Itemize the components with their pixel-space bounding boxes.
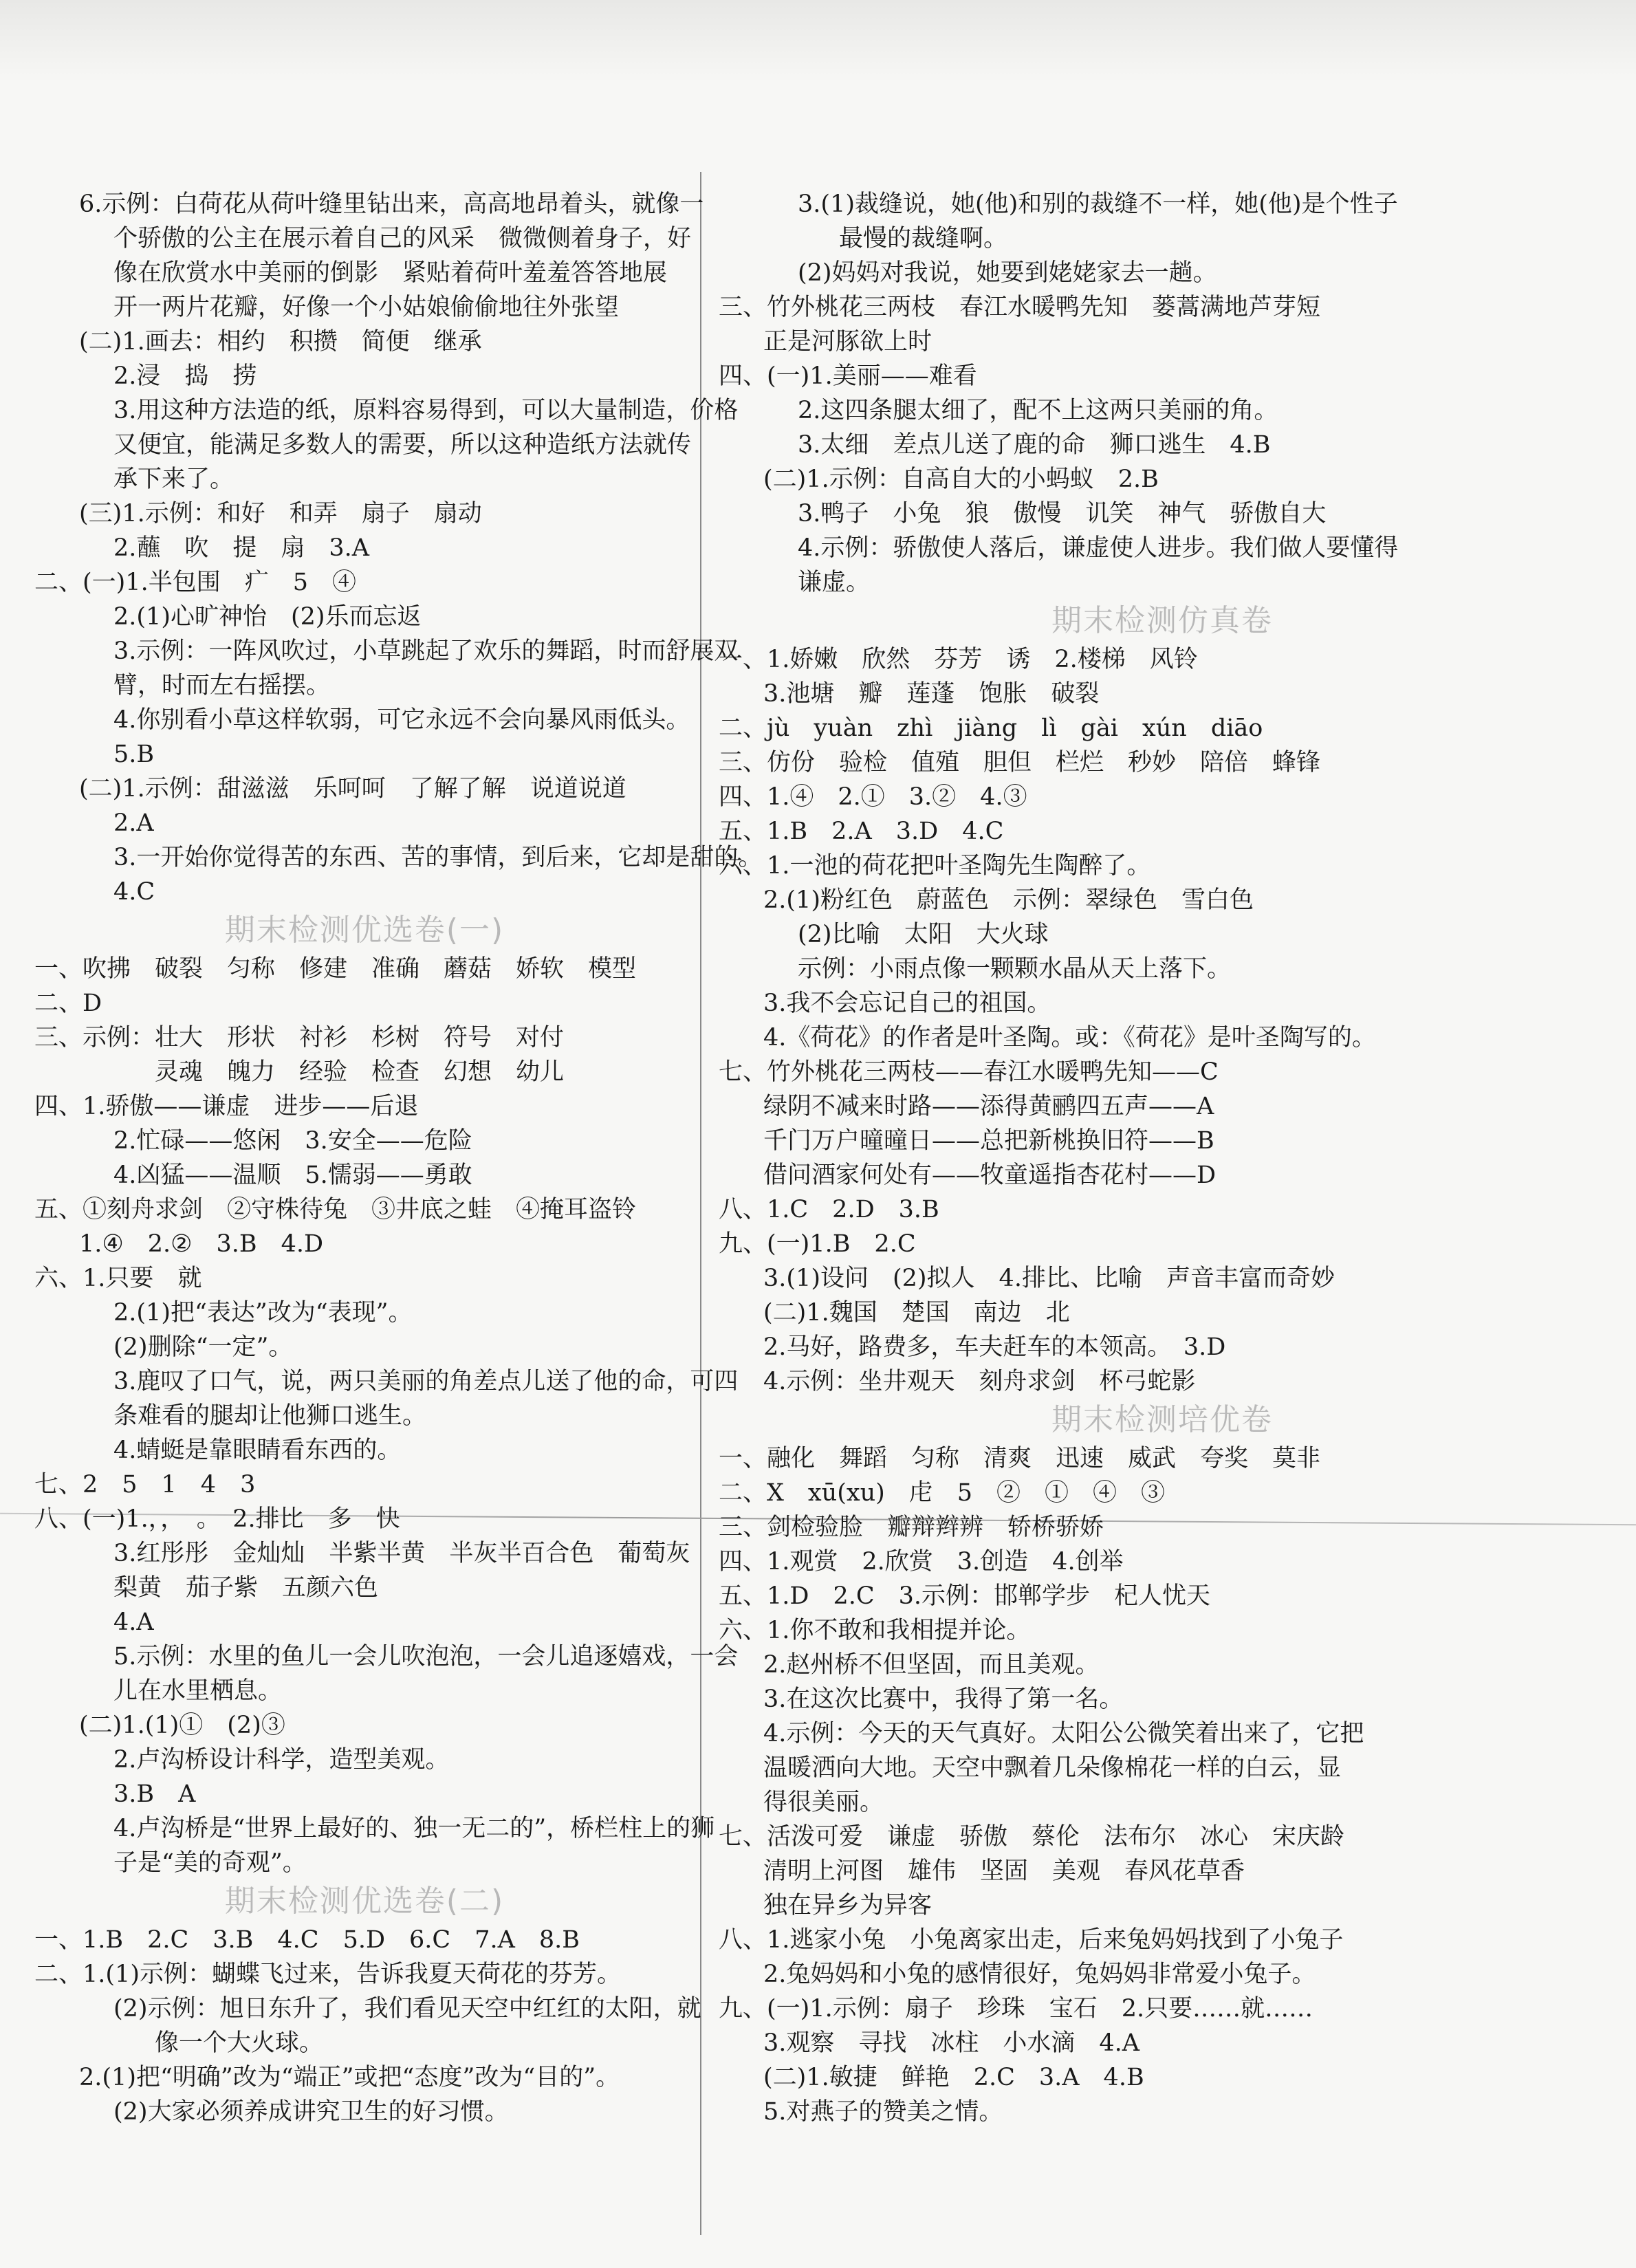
answer-line: 子是“美的奇观”。 [113, 1849, 307, 1877]
answer-line: 5.对燕子的赞美之情。 [763, 2098, 1003, 2126]
answer-line: 一、1.B 2.C 3.B 4.C 5.D 6.C 7.A 8.B [34, 1926, 580, 1954]
answer-line: 2.这四条腿太细了，配不上这两只美丽的角。 [798, 397, 1278, 424]
answer-line: 得很美丽。 [763, 1789, 884, 1816]
answer-line: 独在异乡为异客 [763, 1892, 932, 1919]
answer-line: 4.凶猛——温顺 5.懦弱——勇敢 [113, 1162, 472, 1189]
answer-line: 4.A [113, 1609, 154, 1636]
answer-line: 二、D [34, 990, 102, 1017]
answer-line: 六、1.一池的荷花把叶圣陶先生陶醉了。 [719, 852, 1151, 880]
answer-line: 4.示例：今天的天气真好。太阳公公微笑着出来了，它把 [763, 1720, 1364, 1747]
answer-line: 八、1.逃家小兔 小兔离家出走，后来兔妈妈找到了小兔子 [719, 1926, 1344, 1954]
answer-line: (2)妈妈对我说，她要到姥姥家去一趟。 [798, 259, 1217, 287]
answer-line: 三、仿份 验检 值殖 胆但 栏烂 秒妙 陪倍 蜂锋 [719, 749, 1321, 776]
answer-line: 四、1.④ 2.① 3.② 4.③ [719, 783, 1027, 811]
answer-line: 个骄傲的公主在展示着自己的风采 微微侧着身子，好 [113, 225, 692, 252]
answer-line: 借问酒家何处有——牧童遥指杏花村——D [763, 1162, 1217, 1189]
answer-line: (二)1.魏国 楚国 南边 北 [763, 1299, 1070, 1327]
answer-line: 八、1.C 2.D 3.B [719, 1196, 939, 1223]
answer-line: 九、(一)1.B 2.C [719, 1230, 916, 1258]
answer-line: 千门万户曈曈日——总把新桃换旧符——B [763, 1127, 1214, 1155]
answer-line: 七、活泼可爱 谦虚 骄傲 蔡伦 法布尔 冰心 宋庆龄 [719, 1823, 1345, 1851]
answer-line: 2.忙碌——悠闲 3.安全——危险 [113, 1127, 472, 1155]
answer-line: 3.池塘 瓣 莲蓬 饱胀 破裂 [763, 680, 1100, 708]
answer-line: 二、X xū(xu) 虍 5 ② ① ④ ③ [719, 1479, 1166, 1507]
answer-line: (二)1.示例：自高自大的小蚂蚁 2.B [763, 466, 1159, 493]
answer-line: (2)示例：旭日东升了，我们看见天空中红红的太阳，就 [113, 1995, 701, 2022]
left-column [34, 187, 763, 2129]
answer-line: 4.蜻蜓是靠眼睛看东西的。 [113, 1437, 402, 1464]
answer-line: 2.A [113, 809, 154, 837]
answer-line: 3.太细 差点儿送了鹿的命 狮口逃生 4.B [798, 431, 1271, 459]
answer-line: 三、示例：壮大 形状 衬衫 杉树 符号 对付 [34, 1024, 565, 1051]
answer-line: 承下来了。 [113, 466, 235, 493]
answer-line: 五、1.B 2.A 3.D 4.C [719, 818, 1004, 845]
answer-line: 2.(1)把“明确”改为“端正”或把“态度”改为“目的”。 [79, 2064, 620, 2091]
answer-line: 一、吹拂 破裂 匀称 修建 准确 蘑菇 娇软 模型 [34, 955, 637, 983]
answer-line: (2)大家必须养成讲究卫生的好习惯。 [113, 2098, 509, 2126]
answer-line: 3.鸭子 小兔 狼 傲慢 讥笑 神气 骄傲自大 [798, 500, 1327, 527]
answer-line: 三、剑检验脸 瓣辩辫辨 轿桥骄娇 [719, 1514, 1104, 1541]
answer-line: 清明上河图 雄伟 坚固 美观 春风花草香 [763, 1857, 1245, 1885]
answer-line: 绿阴不减来时路——添得黄鹂四五声——A [763, 1093, 1214, 1120]
answer-line: 臂，时而左右摇摆。 [113, 672, 331, 699]
answer-line: 4.示例：坐井观天 刻舟求剑 杯弓蛇影 [763, 1368, 1196, 1395]
answer-line: (二)1.(1)① (2)③ [79, 1712, 285, 1739]
answer-line: 七、竹外桃花三两枝——春江水暖鸭先知——C [719, 1058, 1219, 1086]
answer-line: 开一两片花瓣，好像一个小姑娘偷偷地往外张望 [113, 294, 620, 321]
answer-line: (二)1.敏捷 鲜艳 2.C 3.A 4.B [763, 2064, 1144, 2091]
section-title: 期末检测优选卷(二) [224, 1884, 505, 1919]
answer-line: 2.(1)粉红色 蔚蓝色 示例：翠绿色 雪白色 [763, 886, 1254, 914]
answer-line: 3.鹿叹了口气，说，两只美丽的角差点儿送了他的命，可四 [113, 1368, 739, 1395]
answer-line: 2.(1)心旷神怡 (2)乐而忘返 [113, 603, 422, 631]
answer-line: 像在欣赏水中美丽的倒影 紧贴着荷叶羞羞答答地展 [113, 259, 668, 287]
answer-line: 九、(一)1.示例：扇子 珍珠 宝石 2.只要……就…… [719, 1995, 1313, 2022]
answer-line: 二、(一)1.半包围 疒 5 ④ [34, 569, 356, 596]
answer-line: 4.《荷花》的作者是叶圣陶。或：《荷花》是叶圣陶写的。 [763, 1024, 1376, 1051]
answer-line: 2.蘸 吹 提 扇 3.A [113, 534, 370, 562]
answer-line: 六、1.你不敢和我相提并论。 [719, 1617, 1031, 1644]
answer-line: 四、1.骄傲——谦虚 进步——后退 [34, 1093, 419, 1120]
scan-shadow [0, 0, 1636, 83]
answer-line: 梨黄 茄子紫 五颜六色 [113, 1574, 379, 1602]
answer-line: 2.(1)把“表达”改为“表现”。 [113, 1299, 413, 1327]
answer-line: 五、①刻舟求剑 ②守株待兔 ③井底之蛙 ④掩耳盗铃 [34, 1196, 637, 1223]
answer-line: 正是河豚欲上时 [763, 328, 932, 356]
answer-line: 示例：小雨点像一颗颗水晶从天上落下。 [798, 955, 1232, 983]
answer-line: 七、2 5 1 4 3 [34, 1471, 256, 1498]
answer-line: 二、1.(1)示例：蝴蝶飞过来，告诉我夏天荷花的芬芳。 [34, 1961, 621, 1988]
answer-line: 3.B A [113, 1780, 196, 1808]
section-title: 期末检测培优卷 [1051, 1402, 1273, 1437]
answer-line: 3.(1)裁缝说，她(他)和别的裁缝不一样，她(他)是个性子 [798, 190, 1398, 218]
right-column [719, 187, 1606, 2129]
answer-line: 2.马好，路费多，车夫赶车的本领高。 3.D [763, 1333, 1226, 1361]
section-title: 期末检测优选卷(一) [224, 913, 505, 948]
answer-line: 灵魂 魄力 经验 检查 幻想 幼儿 [155, 1058, 565, 1086]
answer-line: 3.红彤彤 金灿灿 半紫半黄 半灰半百合色 葡萄灰 [113, 1540, 690, 1567]
answer-line: 谦虚。 [798, 569, 871, 596]
answer-line: 3.一开始你觉得苦的东西、苦的事情，到后来，它却是甜的。 [113, 844, 763, 871]
answer-line: (二)1.示例：甜滋滋 乐呵呵 了解了解 说道说道 [79, 775, 626, 803]
answer-line: (2)比喻 太阳 大火球 [798, 921, 1049, 948]
answer-line: 3.在这次比赛中，我得了第一名。 [763, 1686, 1124, 1713]
answer-line: 儿在水里栖息。 [113, 1677, 283, 1705]
answer-line: 3.示例：一阵风吹过，小草跳起了欢乐的舞蹈，时而舒展双 [113, 637, 739, 665]
answer-line: 4.卢沟桥是“世界上最好的、独一无二的”，桥栏柱上的狮 [113, 1815, 715, 1842]
answer-line: 3.我不会忘记自己的祖国。 [763, 990, 1051, 1017]
answer-line: 温暖洒向大地。天空中飘着几朵像棉花一样的白云，显 [763, 1754, 1342, 1782]
answer-line: 五、1.D 2.C 3.示例：邯郸学步 杞人忧天 [719, 1582, 1211, 1610]
answer-line: 一、融化 舞蹈 匀称 清爽 迅速 威武 夸奖 莫非 [719, 1445, 1321, 1472]
answer-line: 像一个大火球。 [155, 2029, 324, 2057]
answer-line: 2.兔妈妈和小兔的感情很好，兔妈妈非常爱小兔子。 [763, 1961, 1316, 1988]
answer-line: (三)1.示例：和好 和弄 扇子 扇动 [79, 500, 482, 527]
answer-line: 3.观察 寻找 冰柱 小水滴 4.A [763, 2029, 1140, 2057]
answer-line: 4.示例：骄傲使人落后，谦虚使人进步。我们做人要懂得 [798, 534, 1399, 562]
answer-line: 三、竹外桃花三两枝 春江水暖鸭先知 蒌蒿满地芦芽短 [719, 294, 1321, 321]
answer-line: 4.C [113, 878, 155, 906]
answer-line: 4.你别看小草这样软弱，可它永远不会向暴风雨低头。 [113, 706, 690, 734]
section-title: 期末检测仿真卷 [1051, 603, 1273, 638]
answer-line: 六、1.只要 就 [34, 1265, 202, 1292]
answer-line: 又便宜，能满足多数人的需要，所以这种造纸方法就传 [113, 431, 692, 459]
answer-line: 条难看的腿却让他狮口逃生。 [113, 1402, 427, 1430]
column-divider [700, 172, 701, 2235]
answer-line: 3.用这种方法造的纸，原料容易得到，可以大量制造，价格 [113, 397, 739, 424]
answer-line: 四、1.观赏 2.欣赏 3.创造 4.创举 [719, 1548, 1124, 1575]
answer-line: 3.(1)设问 (2)拟人 4.排比、比喻 声音丰富而奇妙 [763, 1265, 1335, 1292]
answer-line: 5.示例：水里的鱼儿一会儿吹泡泡，一会儿追逐嬉戏，一会 [113, 1643, 739, 1670]
answer-line: 最慢的裁缝啊。 [839, 225, 1008, 252]
answer-line: 6.示例：白荷花从荷叶缝里钻出来，高高地昂着头，就像一 [79, 190, 704, 218]
answer-line: 二、jù yuàn zhì jiàng lì gài xún diāo [719, 715, 1263, 742]
answer-line: 2.赵州桥不但坚固，而且美观。 [763, 1651, 1100, 1679]
answer-line: (2)删除“一定”。 [113, 1333, 293, 1361]
answer-line: 2.浸 捣 捞 [113, 362, 257, 390]
answer-line: (二)1.画去：相约 积攒 简便 继承 [79, 328, 482, 356]
answer-line: 四、(一)1.美丽——难看 [719, 362, 977, 390]
answer-line: 八、(一)1.，， 。 2.排比 多 快 [34, 1505, 400, 1533]
answer-line: 一、1.娇嫩 欣然 芬芳 诱 2.楼梯 风铃 [719, 646, 1198, 673]
answer-line: 2.卢沟桥设计科学，造型美观。 [113, 1746, 450, 1774]
answer-line: 1.④ 2.② 3.B 4.D [79, 1230, 324, 1258]
answer-line: 5.B [113, 741, 155, 768]
